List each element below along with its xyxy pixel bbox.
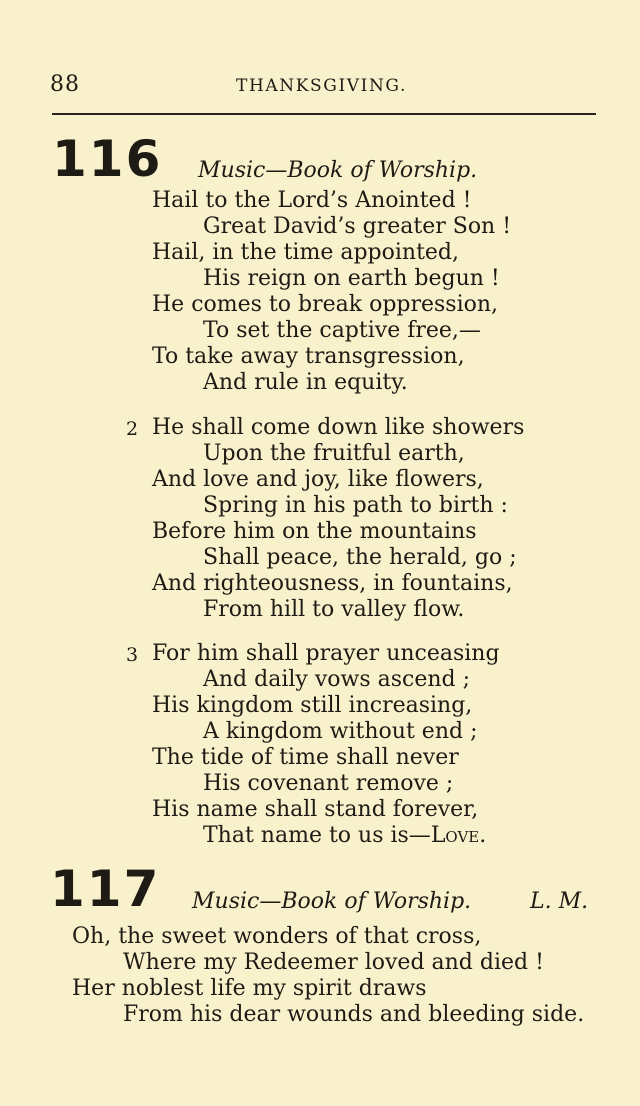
verse-line: And righteousness, in fountains,: [152, 571, 513, 596]
verse-line: [203, 825, 486, 847]
verse-line: For him shall prayer unceasing: [152, 641, 500, 666]
verse-number: 3: [126, 644, 139, 666]
verse-line: Oh, the sweet wonders of that cross,: [72, 924, 482, 949]
verse-line: His covenant remove ;: [203, 771, 454, 796]
verse-line: Spring in his path to birth :: [203, 493, 508, 518]
verse-line: His kingdom still increasing,: [152, 693, 473, 718]
verse-line: Before him on the mountains: [152, 519, 477, 544]
verse-line: To set the captive free,—: [203, 318, 481, 343]
hymn-117-meter: L. M.: [530, 889, 589, 914]
hymn-117-number: 117: [50, 860, 161, 918]
page-number: 88: [50, 72, 80, 97]
verse-line: The tide of time shall never: [152, 745, 459, 770]
verse-line: His name shall stand forever,: [152, 797, 479, 822]
verse-line: He comes to break oppression,: [152, 292, 499, 317]
verse-line: And rule in equity.: [203, 370, 408, 395]
verse-line: To take away transgression,: [152, 344, 465, 369]
verse-line: Hail to the Lord’s Anointed !: [152, 188, 472, 213]
verse-line: Shall peace, the herald, go ;: [203, 545, 517, 570]
verse-line: Her noblest life my spirit draws: [72, 976, 427, 1001]
verse-line: His reign on earth begun !: [203, 266, 500, 291]
hymn-116-music-credit: Music—Book of Worship.: [198, 158, 478, 183]
hymn-117-music-credit: Music—Book of Worship.: [192, 889, 472, 914]
verse-line: Great David’s greater Son !: [203, 214, 512, 239]
verse-line: Hail, in the time appointed,: [152, 240, 460, 265]
verse-line: He shall come down like showers: [152, 415, 525, 440]
verse-line: From his dear wounds and bleeding side.: [123, 1002, 585, 1027]
verse-line: A kingdom without end ;: [203, 719, 478, 744]
hymn-116-number: 116: [52, 130, 163, 188]
verse-line: From hill to valley flow.: [203, 597, 465, 622]
verse-line: And daily vows ascend ;: [203, 667, 471, 692]
verse-line-emphasis: Love.: [430, 823, 487, 848]
verse-number: 2: [126, 418, 139, 440]
header-rule: [52, 113, 596, 115]
verse-line: Where my Redeemer loved and died !: [123, 950, 544, 975]
running-head: THANKSGIVING.: [236, 76, 408, 96]
verse-line: Upon the fruitful earth,: [203, 441, 465, 466]
verse-line-text: That name to us is—: [203, 823, 431, 848]
verse-line: And love and joy, like flowers,: [152, 467, 484, 492]
